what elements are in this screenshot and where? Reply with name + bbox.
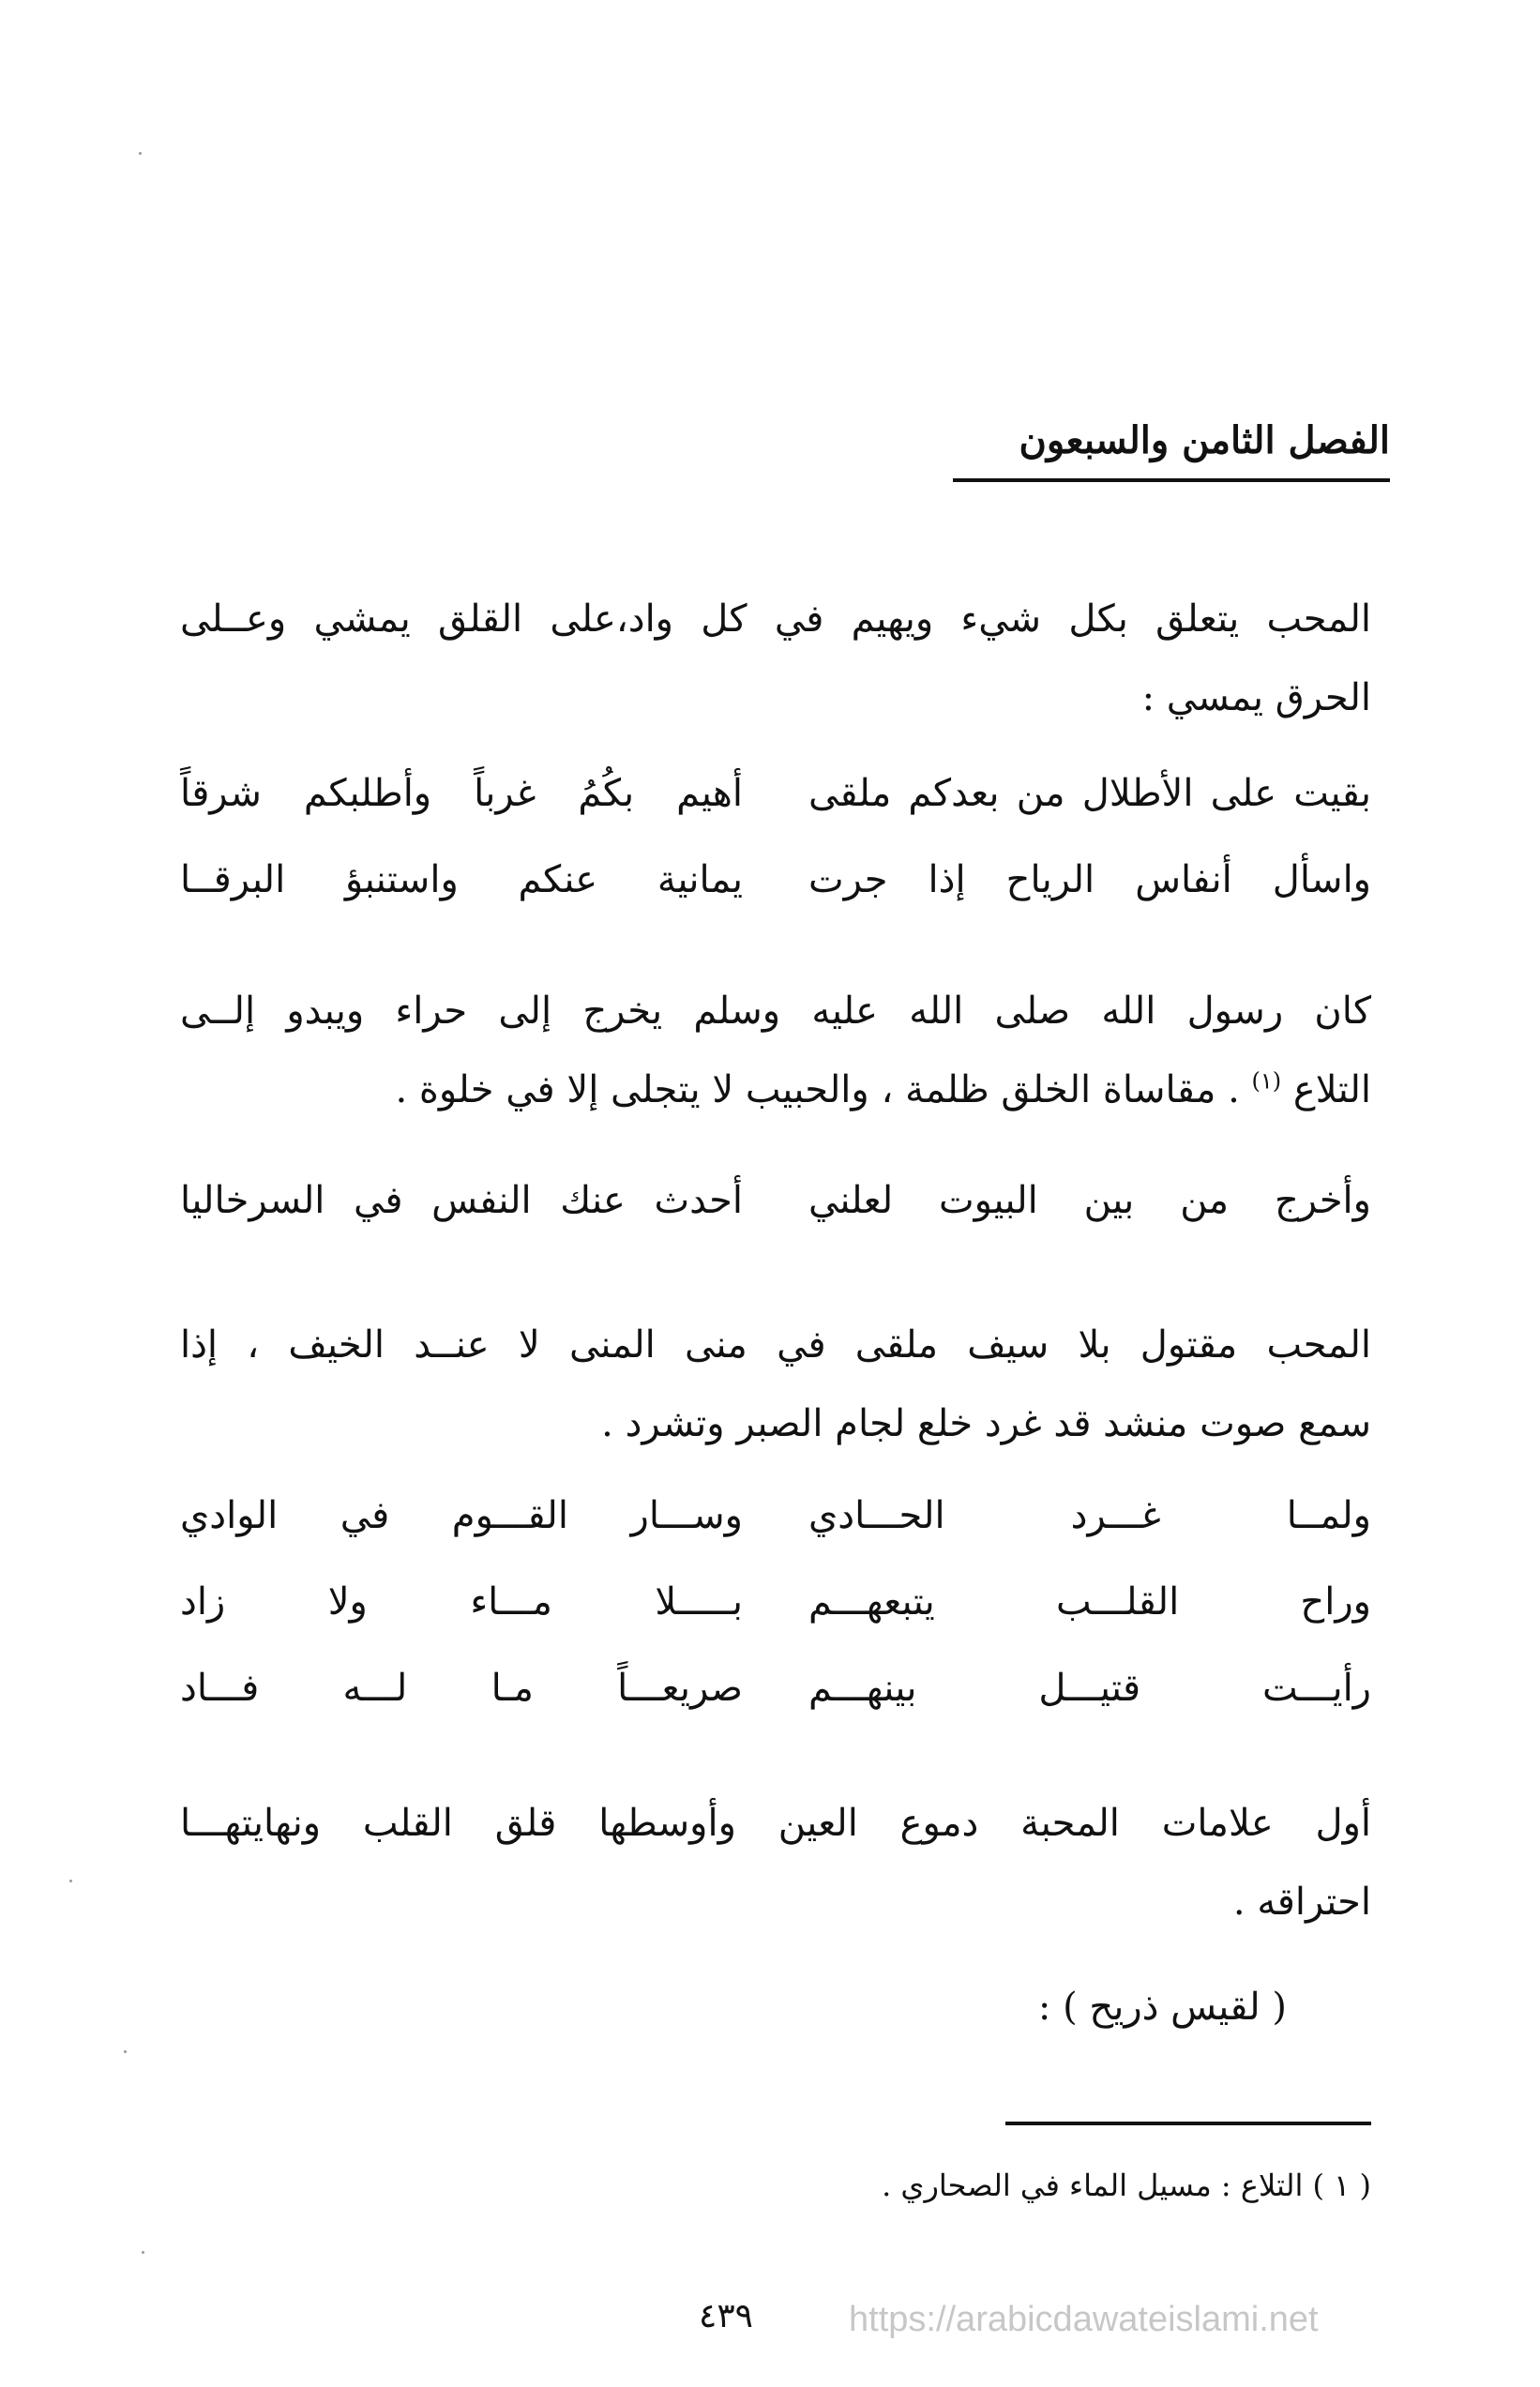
paragraph-slain-lover xyxy=(180,1306,1371,1463)
page-number: ٤٣٩ xyxy=(699,2297,754,2335)
verse-first-hemistich: وراح القلـــب يتبعهـــم xyxy=(808,1580,1371,1624)
paragraph-line xyxy=(180,1050,1371,1129)
paragraph-hira xyxy=(180,972,1371,1129)
text-run: . مقاساة الخلق ظلمة ، والحبيب لا يتجلى إلا في خلوة . xyxy=(395,1068,1240,1111)
verse-first-hemistich: واسأل أنفاس الرياح إذا جرت xyxy=(808,858,1371,901)
verse-line xyxy=(180,1645,1371,1731)
verse-first-hemistich: رأيـــت قتيـــل بينهـــم xyxy=(808,1667,1371,1710)
paragraph-signs-of-love xyxy=(180,1784,1371,1941)
verse-first-hemistich: وأخرج من بين البيوت لعلني xyxy=(808,1179,1371,1222)
text-run: التلاع xyxy=(1292,1068,1371,1111)
footnote: ( ١ ) التلاع : مسيل الماء في الصحاري . xyxy=(882,2168,1371,2203)
verse-line xyxy=(180,1473,1371,1559)
poem-ruins xyxy=(180,750,1371,923)
poem-leaving-houses xyxy=(180,1157,1371,1244)
verse-first-hemistich: بقيت على الأطلال من بعدكم ملقى xyxy=(808,772,1371,815)
footnote-reference: (١) xyxy=(1251,1067,1282,1095)
verse-second-hemistich: بـــــلا مـــاء ولا زاد xyxy=(180,1580,743,1624)
scan-speck xyxy=(142,2251,144,2254)
verse-second-hemistich: صريعـــاً مـا لـــه فـــاد xyxy=(180,1667,743,1710)
paragraph-line: الحرق يمسي : xyxy=(1141,676,1371,719)
poem-attribution: ( لقيس ذريح ) : xyxy=(1037,1986,1287,2029)
verse-second-hemistich: أهيم بكُمُ غرباً وأطلبكم شرقاً xyxy=(180,772,743,815)
title-underline xyxy=(953,478,1390,482)
paragraph-line: المحب يتعلق بكل شيء ويهيم في كل واد،على القلق يمشي وعــلى xyxy=(180,597,1371,641)
verse-second-hemistich: أحدث عنك النفس في السرخاليا xyxy=(180,1179,743,1222)
verse-line xyxy=(180,750,1371,837)
chapter-title: الفصل الثامن والسبعون xyxy=(1019,418,1390,462)
verse-second-hemistich: يمانية عنكم واستنبؤ البرقــا xyxy=(180,858,743,901)
verse-line xyxy=(180,837,1371,923)
verse-first-hemistich: ولمــا غـــرد الحـــادي xyxy=(808,1494,1371,1537)
paragraph-line: سمع صوت منشد قد غرد خلع لجام الصبر وتشرد . xyxy=(601,1402,1371,1445)
scan-speck xyxy=(124,2050,127,2053)
paragraph-line: كان رسول الله صلى الله عليه وسلم يخرج إلى حراء ويبدو إلــى xyxy=(180,990,1371,1033)
paragraph-line: المحب مقتول بلا سيف ملقى في منى المنى لا عنــد الخيف ، إذا xyxy=(180,1323,1371,1367)
poem-caravan xyxy=(180,1473,1371,1731)
footnote-separator xyxy=(1005,2122,1371,2125)
website-watermark: https://arabicdawateislami.net xyxy=(849,2300,1319,2339)
scan-speck xyxy=(69,1880,72,1882)
scan-speck xyxy=(139,152,142,155)
paragraph-line: أول علامات المحبة دموع العين وأوسطها قلق القلب ونهايتهـــا xyxy=(180,1802,1371,1845)
verse-second-hemistich: وســـار القـــوم في الوادي xyxy=(180,1494,743,1537)
verse-line xyxy=(180,1559,1371,1645)
paragraph-love-attachment xyxy=(180,580,1371,737)
paragraph-line: احتراقه . xyxy=(1232,1881,1371,1924)
verse-line xyxy=(180,1157,1371,1244)
